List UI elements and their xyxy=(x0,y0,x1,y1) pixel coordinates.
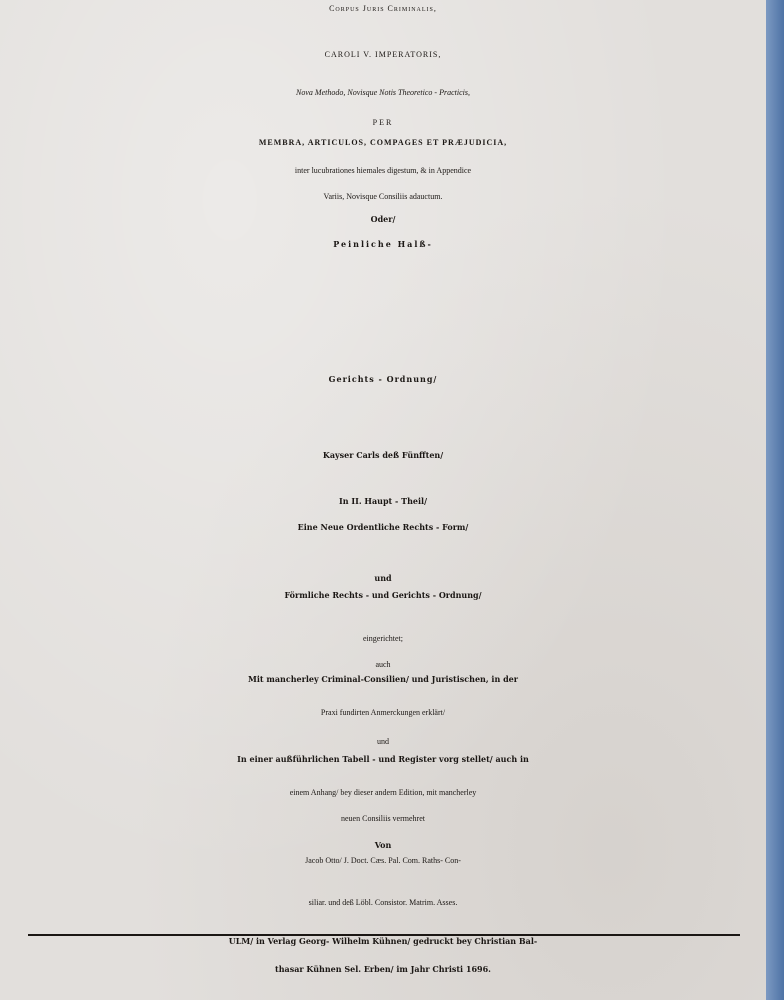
author-jacob-otto: Jacob Otto/ J. Doct. Cæs. Pal. Com. Raths- Con- xyxy=(305,856,461,865)
subtitle-variis: Variis, Novisque Consiliis adauctum. xyxy=(323,192,443,201)
title-haupt-theil: In II. Haupt - Theil/ xyxy=(339,496,427,506)
title-line-corpus-juris: Corpus Juris Criminalis, xyxy=(329,4,437,13)
title-kayser-carls: Kayser Carls deß Fünfften/ xyxy=(322,450,444,460)
text-eingerichtet: eingerichtet; xyxy=(363,634,403,643)
connector-von: Von xyxy=(374,840,392,850)
main-title-peinliche: Peinliche Halß- xyxy=(333,239,433,249)
text-anhang-edition: einem Anhang/ bey dieser andern Edition, mit mancherley xyxy=(289,788,477,797)
imprint-year: thasar Kühnen Sel. Erben/ im Jahr Christi 1696. xyxy=(275,964,491,974)
text-neuen-consiliis: neuen Consiliis vermehret xyxy=(341,814,425,823)
text-criminal-consilien: Mit mancherley Criminal-Consilien/ und Juristischen, in der xyxy=(248,674,518,684)
title-line-caroli: CAROLI V. IMPERATORIS, xyxy=(324,50,442,59)
connector-und-2: und xyxy=(377,737,389,746)
title-foermliche: Förmliche Rechts - und Gerichts - Ordnung/ xyxy=(284,590,482,600)
subtitle-lucubrationes: inter lucubrationes hiemales digestum, & in Appendice xyxy=(294,166,472,175)
page-edge-background xyxy=(766,0,784,1000)
subtitle-membra: MEMBRA, ARTICULOS, COMPAGES ET PRÆJUDICIA, xyxy=(258,138,508,147)
text-praxi-fundirten: Praxi fundirten Anmerckungen erklärt/ xyxy=(320,708,446,717)
connector-und-1: und xyxy=(374,573,392,583)
connector-auch: auch xyxy=(375,660,391,669)
text-tabell-register: In einer außführlichen Tabell - und Register vorg stellet/ auch in xyxy=(237,754,529,764)
subtitle-per: PER xyxy=(372,118,394,127)
connector-oder: Oder/ xyxy=(370,214,396,224)
subtitle-nova-methodo: Nova Methodo, Novisque Notis Theoretico - Practicis, xyxy=(296,88,470,97)
author-titles: siliar. und deß Löbl. Consistor. Matrim. Asses. xyxy=(308,898,458,907)
main-title-gerichts-ordnung: Gerichts - Ordnung/ xyxy=(328,374,438,384)
title-rechts-form: Eine Neue Ordentliche Rechts - Form/ xyxy=(297,522,469,532)
imprint-ulm-verlag: ULM/ in Verlag Georg- Wilhelm Kühnen/ gedruckt bey Christian Bal- xyxy=(228,936,538,946)
